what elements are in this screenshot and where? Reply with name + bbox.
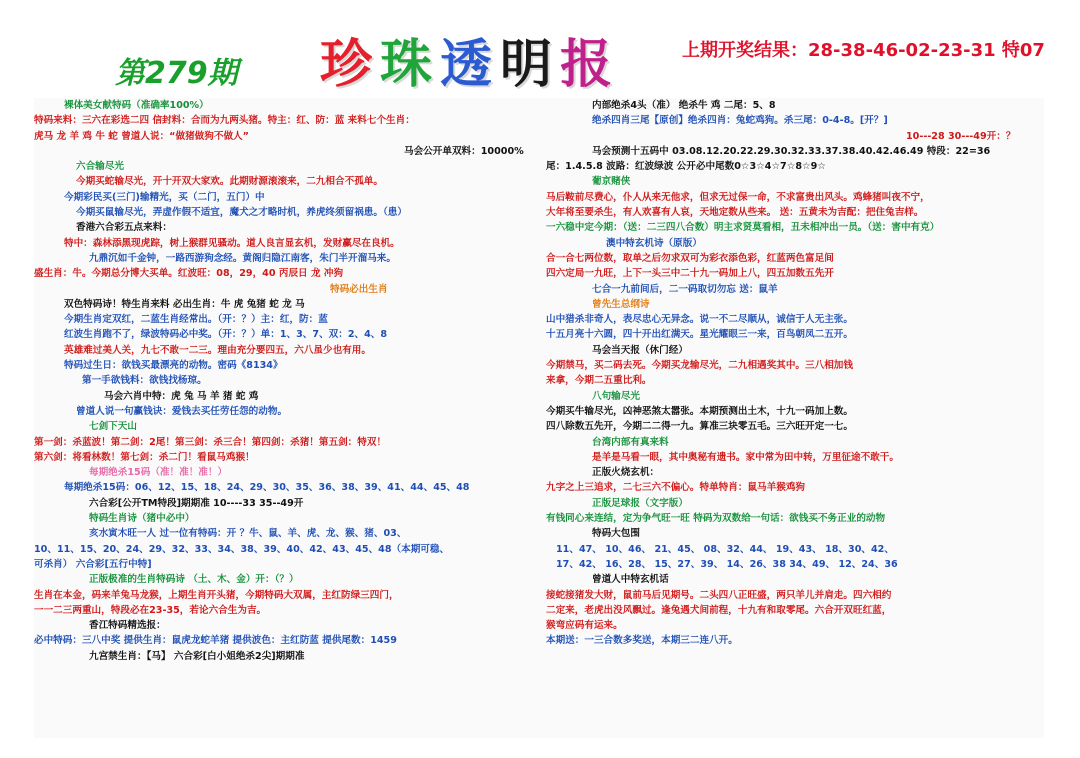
right-text-line: 九字之上三追求，二七三六不偏心。特单特肖：鼠马羊猴鸡狗 bbox=[546, 482, 806, 494]
right-text-line: 七合一九前间后，二一码取切勿忘 送：鼠羊 bbox=[592, 283, 778, 295]
right-text-line: 来拿，今期二五重比利。 bbox=[546, 375, 652, 387]
right-text-line: 马后鞍前尽费心，仆人从来无他求，但求无过保一命，不求富贵出风头。鸡蜂猪叫夜不宁， bbox=[546, 191, 930, 203]
title-char: 报 bbox=[560, 34, 613, 95]
right-text-line: 11、47、 10、46、 21、45、 08、32、44、 19、43、 18、30、42、 bbox=[556, 543, 894, 555]
right-text-line: 曾道人中特玄机话 bbox=[592, 574, 669, 586]
left-text-line: 必中特码：三八中奖 提供生肖：鼠虎龙蛇羊猪 提供波色：主红防蓝 提供尾数：1459 bbox=[34, 635, 397, 647]
right-text-line: 马会预测十五码中 03.08.12.20.22.29.30.32.33.37.38.40.42.46.49 特段：22=36 bbox=[592, 145, 991, 157]
left-text-line: 特码必出生肖 bbox=[330, 283, 388, 295]
left-text-line: 第一手欲钱料：欲钱找杨琼。 bbox=[82, 375, 207, 387]
right-text-line: 绝杀四肖三尾【原创】绝杀四肖：兔蛇鸡狗。杀三尾：0-4-8。[开？] bbox=[592, 115, 888, 127]
right-text-line: 今期禁马，买二码去死。今期买龙输尽光，二九相遇奖其中。三八相加钱 bbox=[546, 360, 853, 372]
right-text-line: 本期送：一三合数多奖送，本期三二连八开。 bbox=[546, 635, 738, 647]
right-text-line: 葡京赌侠 bbox=[592, 176, 631, 188]
right-text-line: 山中猎杀非奇人，表尽忠心无异念。说一不二尽顺从，诚信于人无主张。 bbox=[546, 314, 853, 326]
left-text-line: 可杀肖） 六合彩[五行中特] bbox=[34, 558, 152, 570]
left-text-line: 七剑下天山 bbox=[89, 421, 137, 433]
content-page bbox=[34, 98, 1044, 738]
right-text-line: 十五月亮十六圆，四十开出红满天。星光耀眼三一来，百鸟朝凤二五开。 bbox=[546, 329, 853, 341]
header bbox=[0, 0, 1080, 95]
right-text-line: 台湾内部有真来料 bbox=[592, 436, 669, 448]
right-text-line: 四八除数五先开，今期二二得一九。算准三块零五毛。三六旺开定一七。 bbox=[546, 421, 853, 433]
left-text-line: 今期生肖定双红，二蓝生肖经常出。（开：？）主：红，防：蓝 bbox=[64, 314, 328, 326]
left-text-line: 正版极准的生肖特码诗 （土、木、金）开：（？） bbox=[89, 574, 299, 586]
left-text-line: 曾道人说一句赢钱诀：爱钱去买任劳任怨的动物。 bbox=[76, 405, 288, 417]
right-text-line: 接蛇接猪发大财，鼠前马后见期号。二头四八正旺盛，两只羊儿并肩走。四六相约 bbox=[546, 589, 892, 601]
right-text-line: 四六定局一九旺，上下一头三中二十九一码加上八，四五加数五先开 bbox=[546, 268, 834, 280]
right-text-line: 澳中特玄机诗（原版） bbox=[606, 237, 702, 249]
title-char: 珠 bbox=[380, 34, 433, 95]
left-text-line: 今期彩民买(三门)输精光，买（二门，五门）中 bbox=[64, 191, 265, 203]
left-text-line: 香港六合彩五点来料： bbox=[76, 222, 172, 234]
last-draw-result: 上期开奖结果：28-38-46-02-23-31 特07 bbox=[682, 40, 1045, 61]
right-text-line: 特码大包围 bbox=[592, 528, 640, 540]
right-text-line: 有钱同心来连结，定为争气旺一旺 特码为双数给一句话：欲钱买不务正业的动物 bbox=[546, 513, 886, 525]
left-text-line: 10、11、15、20、24、29、32、33、34、38、39、40、42、43、45、48（本期可稳、 bbox=[34, 543, 450, 555]
right-text-line: 尾：1.4.5.8 波路：红波绿波 公开必中尾数0☆3☆4☆7☆8☆9☆ bbox=[546, 161, 826, 173]
left-text-line: 今期买蛇输尽光，开十开双大家欢。此期财源滚滚来，二九相合不孤单。 bbox=[76, 176, 383, 188]
right-text-line: 17、42、 16、28、 15、27、39、 14、26、38 34、49、 12、24、36 bbox=[556, 558, 898, 570]
left-text-line: 九鼎沉如千金钟，一路西游狗念经。黄阁归隐江南客，朱门半开溜马来。 bbox=[89, 252, 396, 264]
left-text-line: 特码生肖诗（猪中必中） bbox=[89, 513, 195, 525]
right-text-line: 二定来，老虎出没风飘过。逢兔遇犬间前程，十九有和取零尾。六合开双旺红蓝， bbox=[546, 604, 892, 616]
right-text-line: 10---28 30---49开：？ bbox=[906, 130, 1016, 142]
right-text-line: 合一合七两位数，取单之后勿求双可为彩衣添色彩，红蓝两色富足间 bbox=[546, 252, 834, 264]
newspaper-title bbox=[320, 22, 620, 97]
right-text-line: 大年将至要杀生，有人欢喜有人哀，天地定数从些来。 送：五黄未为吉配：把住兔吉样。 bbox=[546, 207, 924, 219]
left-text-line: 马会公开单双料：10000% bbox=[404, 145, 524, 157]
left-text-line: 红波生肖跑不了，绿波特码必中奖。（开：？）单：1、3、7、双：2、4、8 bbox=[64, 329, 388, 341]
right-text-line: 正版足球报（文字版） bbox=[592, 497, 688, 509]
issue-number: 第279期 bbox=[115, 56, 238, 91]
left-text-line: 虎马 龙 羊 鸡 牛 蛇 曾道人说：“做猪做狗不做人” bbox=[34, 130, 249, 142]
left-text-line: 六合彩[公开TM特段]期期准 10----33 35--49开 bbox=[89, 497, 304, 509]
left-text-line: 特码来料：三六在彩选二四 信封料：合而为九两头猪。特主：红、防：蓝 来料七个生肖： bbox=[34, 115, 415, 127]
left-text-line: 双色特码诗！特生肖来料 必出生肖：牛 虎 兔猪 蛇 龙 马 bbox=[64, 298, 305, 310]
left-text-line: 马会六肖中特：虎 兔 马 羊 猪 蛇 鸡 bbox=[104, 390, 259, 402]
left-text-line: 亥水寅木旺一人 过一位有特码：开 ？牛、鼠、羊、虎、龙、猴、猪、03、 bbox=[89, 528, 407, 540]
left-text-line: 第六剑：将看林数！第七剑：杀二门！看鼠马鸡猴！ bbox=[34, 451, 255, 463]
left-text-line: 今期买鼠输尽光，弄虚作假不适宜，魔犬之才略时机，养虎终须留祸患。（患） bbox=[76, 207, 407, 219]
right-text-line: 曾先生总纲诗 bbox=[592, 298, 650, 310]
right-text-line: 是羊是马看一眼，其中奥秘有遗书。家中常为田中转，万里征途不敢干。 bbox=[592, 451, 899, 463]
title-char: 透 bbox=[440, 34, 493, 95]
left-text-line: 六合输尽光 bbox=[76, 161, 124, 173]
left-text-line: 盛生肖：牛。今期总分博大买单。红波旺：08，29，40 丙辰日 龙 冲狗 bbox=[34, 268, 344, 280]
right-text-line: 猴弯应码有运来。 bbox=[546, 620, 623, 632]
right-text-line: 八句输尽光 bbox=[592, 390, 640, 402]
left-text-line: 九宫禁生肖：【马】 六合彩[白小姐绝杀2尖]期期准 bbox=[89, 650, 305, 662]
right-text-line: 今期买牛输尽光，凶神恶煞太嚣张。本期预测出土木，十九一码加上数。 bbox=[546, 405, 853, 417]
left-text-line: 裸体美女献特码（准确率100%） bbox=[64, 100, 209, 111]
right-text-line: 一六稳中定今期：（送：二三四八合数）明主求贤莫看相，丑未相冲出一员。（送：害中有克） bbox=[546, 222, 940, 234]
right-text-line: 内部绝杀4头（准） 绝杀牛 鸡 二尾：5、8 bbox=[592, 100, 776, 111]
title-char: 珍 bbox=[320, 34, 373, 95]
right-text-line: 正版火烧玄机： bbox=[592, 467, 660, 479]
left-text-line: 生肖在本金，码来羊兔马龙猴，上期生肖开头猪，今期特码大双属，主红防绿三四门， bbox=[34, 589, 399, 601]
right-column bbox=[546, 98, 1046, 738]
left-text-line: 每期绝杀15码：06、12、15、18、24、29、30、35、36、38、39、41、44、45、48 bbox=[64, 482, 470, 494]
left-text-line: 特码过生日：欲钱买最漂亮的动物。密码《8134》 bbox=[64, 360, 283, 372]
left-text-line: 一一二三两重山，特段必在23-35，若论六合生为吉。 bbox=[34, 604, 267, 616]
title-char: 明 bbox=[500, 34, 553, 95]
left-text-line: 英雄难过美人关，九七不敢一二三。理由充分要四五，六八虽少也有用。 bbox=[64, 344, 371, 356]
left-column bbox=[34, 98, 534, 738]
left-text-line: 每期绝杀15码（准！准！准！） bbox=[89, 467, 228, 479]
right-text-line: 马会当天报（休门经） bbox=[592, 344, 688, 356]
left-text-line: 香江特码精选报： bbox=[89, 620, 166, 632]
left-text-line: 特中：森林添黑现虎踪，树上猴群见骚动。道人良言显玄机，发财赢尽在良机。 bbox=[64, 237, 400, 249]
left-text-line: 第一剑：杀蓝波！第二剑：2尾！第三剑：杀三合！第四剑：杀猪！第五剑：特双！ bbox=[34, 436, 387, 448]
